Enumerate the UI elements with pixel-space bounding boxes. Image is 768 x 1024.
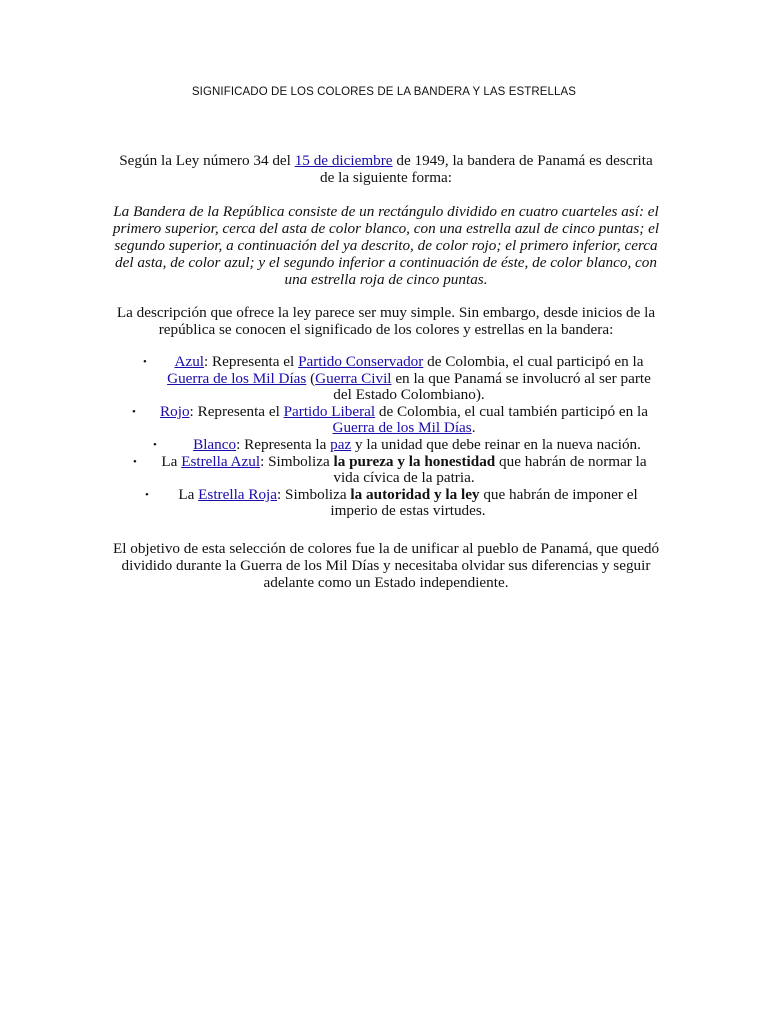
link-blanco[interactable]: Blanco: [193, 435, 237, 453]
list-text: que habrán de imponer el imperio de estas virtudes.: [330, 485, 638, 520]
list-text: La: [178, 485, 199, 503]
list-text: de Colombia, el cual participó en la: [423, 353, 644, 370]
link-partido-liberal[interactable]: Partido Liberal: [283, 402, 376, 420]
list-text: y la unidad que debe reinar en la nueva nación.: [351, 435, 641, 453]
link-estrella-roja[interactable]: Estrella Roja: [198, 485, 278, 503]
list-text: .: [471, 419, 476, 437]
intro-text-pre: Según la Ley número 34 del: [119, 152, 295, 169]
list-item-estrella-azul: [130, 454, 670, 487]
link-guerra-mil-dias[interactable]: Guerra de los Mil Días: [332, 419, 472, 437]
list-item-blanco: [130, 437, 670, 454]
bullet-icon: •: [143, 356, 147, 368]
list-text: : Simboliza: [277, 485, 351, 503]
list-text: (: [306, 369, 316, 387]
list-item-rojo: [130, 404, 670, 437]
document-title: SIGNIFICADO DE LOS COLORES DE LA BANDERA Y LAS ESTRELLAS: [191, 86, 577, 98]
bullet-icon: •: [133, 455, 137, 468]
link-estrella-azul[interactable]: Estrella Azul: [181, 452, 261, 470]
list-text: : Simboliza: [260, 452, 334, 470]
intro-paragraph: [112, 152, 660, 186]
bold-text: la autoridad y la ley: [350, 485, 480, 503]
description-paragraph: La descripción que ofrece la ley parece ser muy simple. Sin embargo, desde inicios de la república se conocen el significado de los colores y estrellas en la bandera:: [116, 304, 656, 338]
bold-text: la pureza y la honestidad: [333, 452, 496, 470]
link-guerra-civil[interactable]: Guerra Civil: [315, 369, 392, 387]
link-azul[interactable]: Azul: [174, 353, 205, 370]
list-text: : Representa la: [236, 435, 331, 453]
list-text: que habrán de normar la vida cívica de la patria.: [333, 452, 647, 487]
list-text: de Colombia, el cual también participó en la: [375, 402, 648, 420]
colors-meaning-list: [130, 354, 670, 520]
list-text: La: [161, 452, 182, 470]
link-rojo[interactable]: Rojo: [160, 402, 190, 420]
list-item-estrella-roja: [130, 487, 670, 520]
list-item-azul: [130, 354, 670, 404]
law-quote-paragraph: La Bandera de la República consiste de un rectángulo dividido en cuatro cuarteles así: el primero superior, cerca del asta de color blanco, con una estrella azul de cinco puntas; el segundo superior, a continuación del ya descrito, de color rojo; el primero inferior, cerca del asta, de color azul; y el segundo inferior a continuación de éste, de color blanco, con una estrella roja de cinco puntas.: [112, 203, 660, 288]
list-text: : Representa el: [204, 353, 299, 370]
link-guerra-mil-dias[interactable]: Guerra de los Mil Días: [167, 369, 307, 387]
bullet-icon: •: [132, 405, 136, 418]
bullet-icon: •: [145, 488, 149, 501]
intro-text-post: de 1949, la bandera de Panamá es descrita de la siguiente forma:: [319, 152, 653, 186]
link-paz[interactable]: paz: [330, 435, 352, 453]
list-text: : Representa el: [189, 402, 284, 420]
link-15-de-diciembre[interactable]: 15 de diciembre: [294, 152, 393, 169]
list-text: en la que Panamá se involucró al ser parte del Estado Colombiano).: [333, 369, 651, 404]
bullet-icon: •: [153, 438, 157, 451]
link-partido-conservador[interactable]: Partido Conservador: [298, 353, 424, 370]
conclusion-paragraph: El objetivo de esta selección de colores fue la de unificar al pueblo de Panamá, que quedó dividido durante la Guerra de los Mil Días y necesitaba olvidar sus diferencias y seguir adelante como un Estado independiente.: [112, 540, 660, 591]
